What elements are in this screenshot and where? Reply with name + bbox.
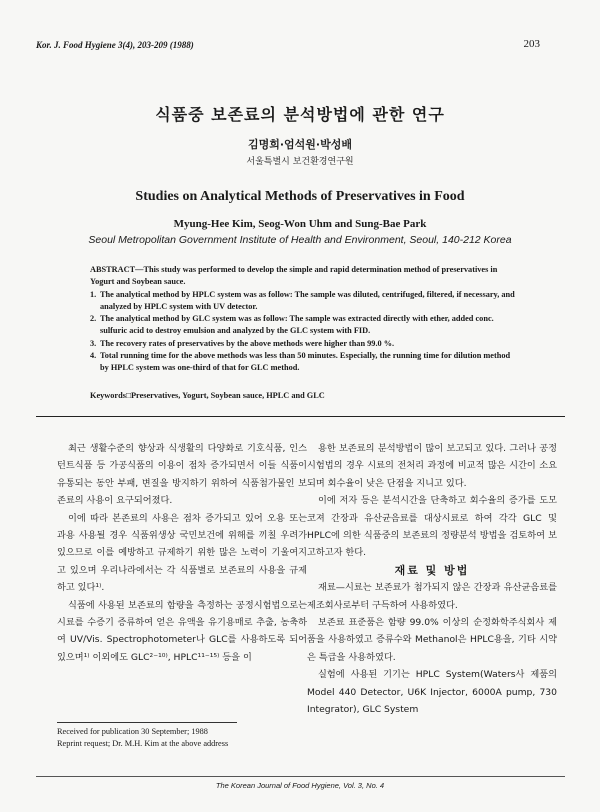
abstract-item-number: 4. [90,351,97,361]
footnote-divider [57,722,237,723]
journal-citation: Kor. J. Food Hygiene 3(4), 203-209 (1988) [36,40,194,50]
korean-affiliation: 서울특별시 보건환경연구원 [246,157,354,167]
english-affiliation: Seoul Metropolitan Government Institute of Health and Environment, Seoul, 140-212 Korea [88,234,512,246]
body-paragraph: 용한 보존료의 분석방법이 많이 보고되고 있다. 그러나 공정시험법의 경우 시료의 전처리 과정에 비교적 많은 시간이 소요되며 회수율이 낮은 단점을 지니고 있다. [307,443,557,489]
english-authors: Myung-Hee Kim, Seog-Won Uhm and Sung-Bae Park [173,218,427,230]
abstract-list [90,289,515,375]
section-heading-methods: 재료 및 방법 [394,563,470,577]
abstract-divider [36,416,565,417]
english-title: Studies on Analytical Methods of Preservatives in Food [135,189,465,204]
abstract-item-text: The recovery rates of preservatives by the above methods were higher than 99.0 %. [100,338,395,348]
abstract [90,264,515,375]
received-date: Received for publication 30 September; 1988 [57,727,208,736]
abstract-item [90,350,515,375]
methods-paragraph: 실험에 사용된 기기는 HPLC System(Waters사 제품의 Model 440 Detector, U6K Injector, 6000A pump, 730 Integrator), GLC System [307,669,557,716]
abstract-item [90,289,515,314]
abstract-item [90,313,515,338]
abstract-item-text: The analytical method by GLC system was as follow: The sample was extracted directly with ether, added conc. sulfuric acid to destroy emulsion and analyzed by the GLC system with FID. [100,314,494,336]
journal-footer: The Korean Journal of Food Hygiene, Vol. 3, No. 4 [215,781,385,790]
body-column-right [307,440,557,719]
abstract-intro: ABSTRACT—This study was performed to develop the simple and rapid determination method of preservatives in Yogurt and Soybean sauce. [90,265,498,287]
korean-title: 식품중 보존료의 분석방법에 관한 연구 [155,105,445,124]
body-paragraph: 이에 따라 본존료의 사용은 점차 증가되고 있어 오용 또는 과용 사용될 경우 식품위생상 국민보건에 위해를 끼칠 우려가 있으므로 이를 예방하고 규제하기 위한 많은 노력이 기울여지고 있으며 우리나라에서는 각 식품별로 보존료의 사용을 규제하고 있다¹⁾. [57,512,307,594]
body-column-left [57,440,307,666]
korean-authors: 김명희·엄석원·박성배 [248,138,352,151]
abstract-item-text: Total running time for the above methods was less than 50 minutes. Especially, the running time for dilution method by HPLC system was one-third of that for GLC method. [100,351,511,373]
reprint-request: Reprint request; Dr. M.H. Kim at the above address [57,739,229,748]
footnote [57,726,228,750]
body-paragraph: 이에 저자 등은 분석시간을 단축하고 회수율의 증가를 도모코져 간장과 유산균음료를 대상시료로 하여 각각 GLC 및 HPLC에 의한 식품중의 보존료의 정량분석 방법을 검토하여 보고하고자 한다. [307,495,557,559]
methods-paragraph: 재료—시료는 보존료가 첨가되지 않은 간장과 유산균음료를 제조회사로부터 구득하여 사용하였다. [307,582,557,611]
page-number: 203 [523,38,540,50]
abstract-item-number: 1. [90,289,97,299]
body-paragraph: 식품에 사용된 보존료의 함량을 측정하는 공정시험법으로는 시료를 수증기 증류하여 얻은 유액을 유기용매로 추출, 농축하여 UV/Vis. Spectrophotometer나 GLC를 사용하도록 되어 있으며¹⁾ 이외에도 GLC²⁻¹⁰⁾, HPLC¹¹⁻¹⁵⁾ 등을 이 [57,599,307,663]
abstract-item [90,338,515,350]
footer-divider [36,776,565,777]
abstract-item-text: The analytical method by HPLC system was as follow: The sample was diluted, centrifuged, filtered, if necessary, and analyzed by HPLC system with UV detector. [100,289,515,311]
abstract-item-number: 3. [90,338,97,348]
body-paragraph: 최근 생활수준의 향상과 식생활의 다양화로 기호식품, 인스턴트식품 등 가공식품의 이용이 점차 증가되면서 이들 식품이 유통되는 동안 부패, 변질을 방지하기 위하여 식품첨가물인 보존료의 사용이 요구되어졌다. [57,443,307,507]
abstract-item-number: 2. [90,314,97,324]
methods-paragraph: 보존료 표준품은 함량 99.0% 이상의 순정화학주식회사 제품을 사용하였고 증류수와 Methanol은 HPLC용을, 기타 시약은 특급을 사용하였다. [307,617,557,663]
keywords: Keywords□Preservatives, Yogurt, Soybean sauce, HPLC and GLC [90,391,325,400]
